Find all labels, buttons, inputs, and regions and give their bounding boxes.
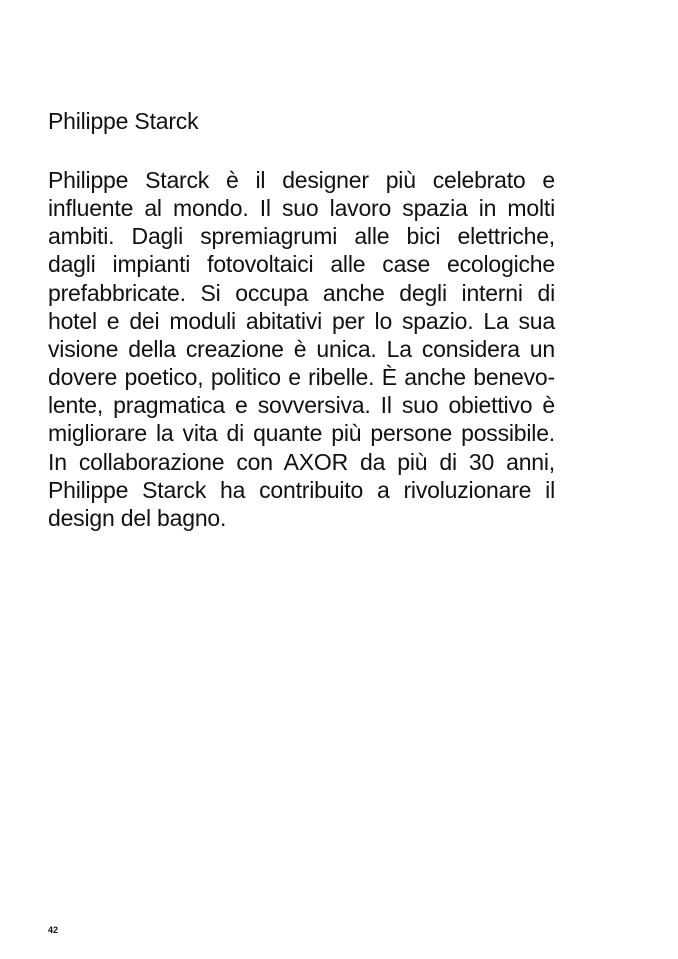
paragraph-line: hotel e dei moduli abitativi per lo spazio. La sua bbox=[48, 307, 555, 334]
paragraph-line: In collaborazione con AXOR da più di 30 anni, bbox=[48, 448, 555, 475]
biography-paragraph bbox=[48, 166, 555, 532]
paragraph-line: prefabbricate. Si occupa anche degli interni di bbox=[48, 279, 555, 306]
paragraph-line: lente, pragmatica e sovversiva. Il suo obiettivo è bbox=[48, 392, 555, 419]
paragraph-line: ambiti. Dagli spremiagrumi alle bici elettriche, bbox=[48, 223, 555, 250]
section-heading: Philippe Starck bbox=[48, 108, 199, 134]
page-number: 42 bbox=[48, 925, 59, 935]
paragraph-line: migliorare la vita di quante più persone possibile. bbox=[48, 420, 555, 447]
paragraph-line: Philippe Starck è il designer più celebrato e bbox=[48, 167, 555, 193]
paragraph-line: dagli impianti fotovoltaici alle case ecologiche bbox=[48, 251, 555, 278]
paragraph-line: influente al mondo. Il suo lavoro spazia in molti bbox=[48, 195, 555, 222]
paragraph-line: visione della creazione è unica. La considera un bbox=[48, 335, 555, 362]
paragraph-line: design del bagno. bbox=[48, 504, 227, 531]
paragraph-line: dovere poetico, politico e ribelle. È anche benevo- bbox=[48, 364, 555, 391]
paragraph-line: Philippe Starck ha contribuito a rivoluzionare il bbox=[48, 476, 555, 503]
